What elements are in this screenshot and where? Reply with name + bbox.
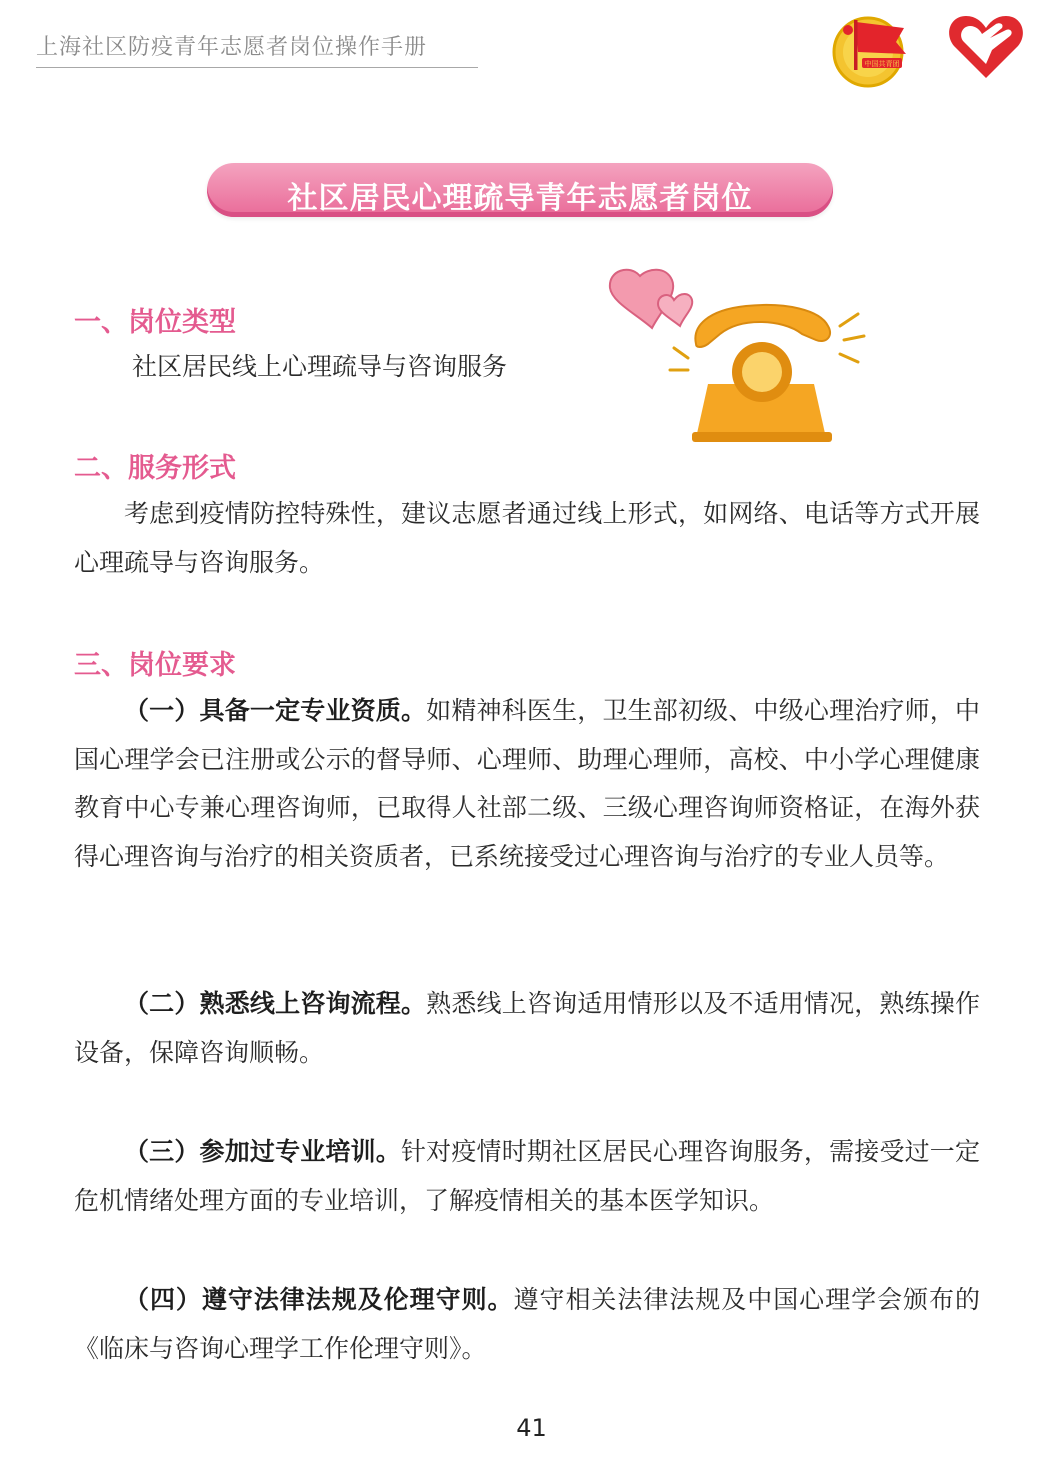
requirement-lead: （二）熟悉线上咨询流程。 xyxy=(124,989,427,1018)
requirement-text: 如精神科医生，卫生部初级、中级心理治疗师，中国心理学会已注册或公示的督导师、心理师、助理心理师，高校、中小学心理健康教育中心专兼心理咨询师，已取得人社部二级、三级心理咨询师资格证，在海外获得心理咨询与治疗的相关资质者，已系统接受过心理咨询与治疗的专业人员等。 xyxy=(74,696,980,871)
requirement-lead: （四）遵守法律法规及伦理守则。 xyxy=(124,1285,514,1314)
requirement-item xyxy=(74,980,980,1077)
service-text: 考虑到疫情防控特殊性，建议志愿者通过线上形式，如网络、电话等方式开展心理疏导与咨询服务。 xyxy=(74,499,980,577)
banner-title: 社区居民心理疏导青年志愿者岗位 xyxy=(287,181,753,216)
section-heading-service: 二、服务形式 xyxy=(74,453,236,484)
type-text: 社区居民线上心理疏导与咨询服务 xyxy=(132,352,508,381)
telephone-with-hearts-illustration xyxy=(596,266,866,446)
requirement-item xyxy=(74,1128,980,1225)
volunteer-heart-hand-logo-icon xyxy=(946,10,1026,82)
section-heading-type: 一、岗位类型 xyxy=(74,307,236,338)
requirement-text: 遵守相关法律法规及中国心理学会颁布的《临床与咨询心理学工作伦理守则》。 xyxy=(74,1285,980,1363)
requirement-item xyxy=(74,687,980,881)
league-emblem-ribbon-text: 中国共青团 xyxy=(864,60,900,68)
section-banner xyxy=(207,163,833,217)
header-title: 上海社区防疫青年志愿者岗位操作手册 xyxy=(36,30,478,68)
communist-youth-league-emblem-icon xyxy=(826,8,912,88)
requirement-lead: （三）参加过专业培训。 xyxy=(124,1137,401,1166)
requirement-lead: （一）具备一定专业资质。 xyxy=(124,696,427,725)
requirement-text: 熟悉线上咨询适用情形以及不适用情况，熟练操作设备，保障咨询顺畅。 xyxy=(74,989,980,1067)
section-heading-requirements: 三、岗位要求 xyxy=(74,650,236,681)
requirement-text: 针对疫情时期社区居民心理咨询服务，需接受过一定危机情绪处理方面的专业培训，了解疫情相关的基本医学知识。 xyxy=(74,1137,980,1215)
page-number: 41 xyxy=(516,1414,547,1442)
requirement-item xyxy=(74,1276,980,1373)
